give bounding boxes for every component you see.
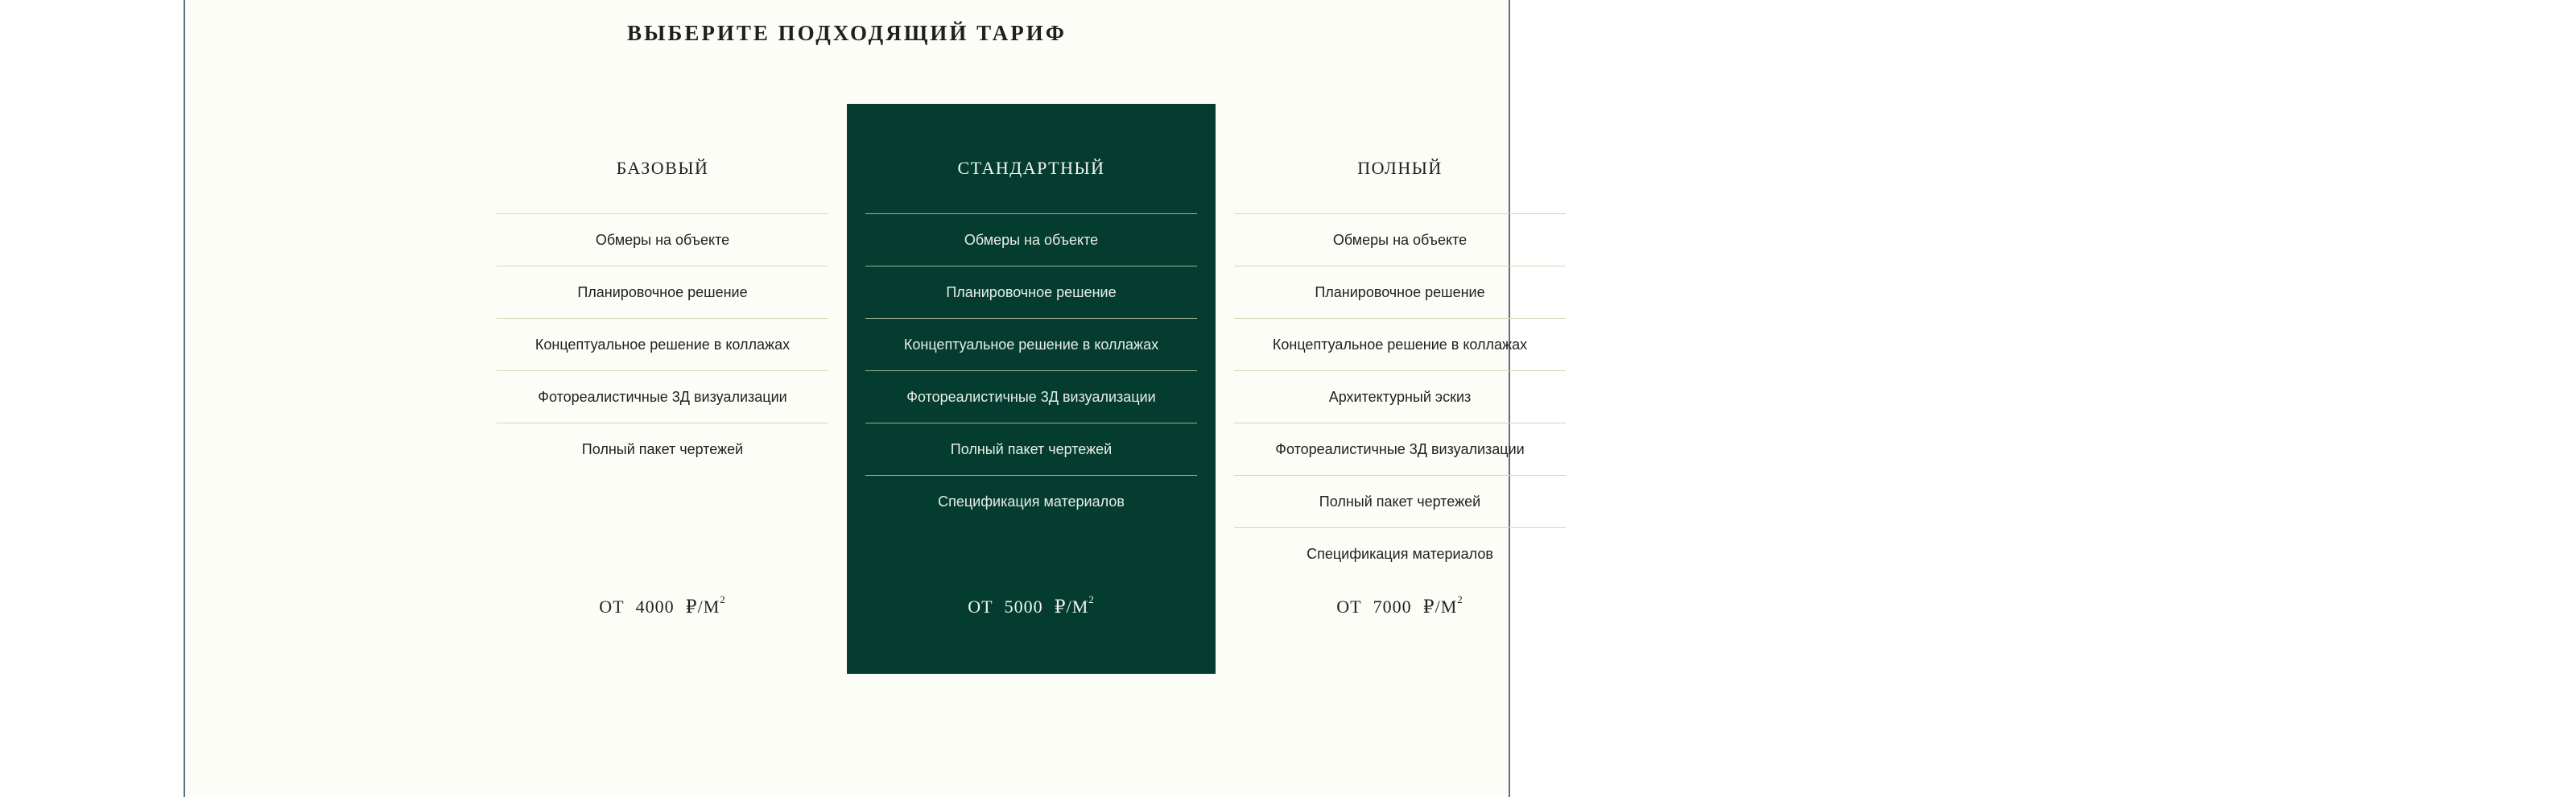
feature-item: Обмеры на объекте (865, 213, 1197, 266)
plan-name: СТАНДАРТНЫЙ (957, 158, 1105, 178)
feature-item: Планировочное решение (865, 266, 1197, 318)
plan-name: ПОЛНЫЙ (1357, 158, 1443, 178)
price-unit: ₽/М (1422, 597, 1458, 617)
feature-item: Полный пакет чертежей (497, 423, 828, 475)
feature-item: Обмеры на объекте (1234, 213, 1566, 266)
plan-price (847, 593, 1216, 617)
plan-price (1216, 593, 1584, 617)
price-unit-power: 2 (1088, 593, 1095, 605)
plan-card-basic[interactable] (478, 104, 847, 674)
price-unit-power: 2 (720, 593, 726, 605)
price-prefix: ОТ (599, 597, 625, 617)
feature-item: Фотореалистичные 3Д визуализации (865, 370, 1197, 423)
feature-item: Концептуальное решение в коллажах (865, 318, 1197, 370)
price-amount: 7000 (1373, 597, 1412, 617)
price-unit-group (685, 593, 726, 617)
pricing-section (184, 0, 1528, 797)
feature-list (1216, 213, 1584, 580)
price-unit-power: 2 (1457, 593, 1463, 605)
feature-item: Фотореалистичные 3Д визуализации (1234, 423, 1566, 475)
feature-item: Фотореалистичные 3Д визуализации (497, 370, 828, 423)
feature-item: Планировочное решение (497, 266, 828, 318)
feature-item: Спецификация материалов (1234, 527, 1566, 580)
feature-item: Спецификация материалов (865, 475, 1197, 527)
feature-list (847, 213, 1216, 527)
price-prefix: ОТ (968, 597, 993, 617)
price-prefix: ОТ (1336, 597, 1362, 617)
feature-item: Полный пакет чертежей (1234, 475, 1566, 527)
price-unit: ₽/М (1054, 597, 1089, 617)
feature-item: Полный пакет чертежей (865, 423, 1197, 475)
feature-item: Концептуальное решение в коллажах (497, 318, 828, 370)
price-unit-group (1422, 593, 1463, 617)
plan-price (478, 593, 847, 617)
section-title: ВЫБЕРИТЕ ПОДХОДЯЩИЙ ТАРИФ (627, 21, 1067, 45)
feature-item: Планировочное решение (1234, 266, 1566, 318)
feature-item: Обмеры на объекте (497, 213, 828, 266)
price-amount: 5000 (1004, 597, 1043, 617)
plan-name: БАЗОВЫЙ (616, 158, 709, 178)
plan-card-full[interactable] (1216, 104, 1584, 674)
feature-item: Концептуальное решение в коллажах (1234, 318, 1566, 370)
plan-card-standard[interactable] (847, 104, 1216, 674)
feature-item: Архитектурный эскиз (1234, 370, 1566, 423)
price-amount: 4000 (635, 597, 675, 617)
price-unit-group (1054, 593, 1095, 617)
feature-list (478, 213, 847, 475)
price-unit: ₽/М (685, 597, 720, 617)
